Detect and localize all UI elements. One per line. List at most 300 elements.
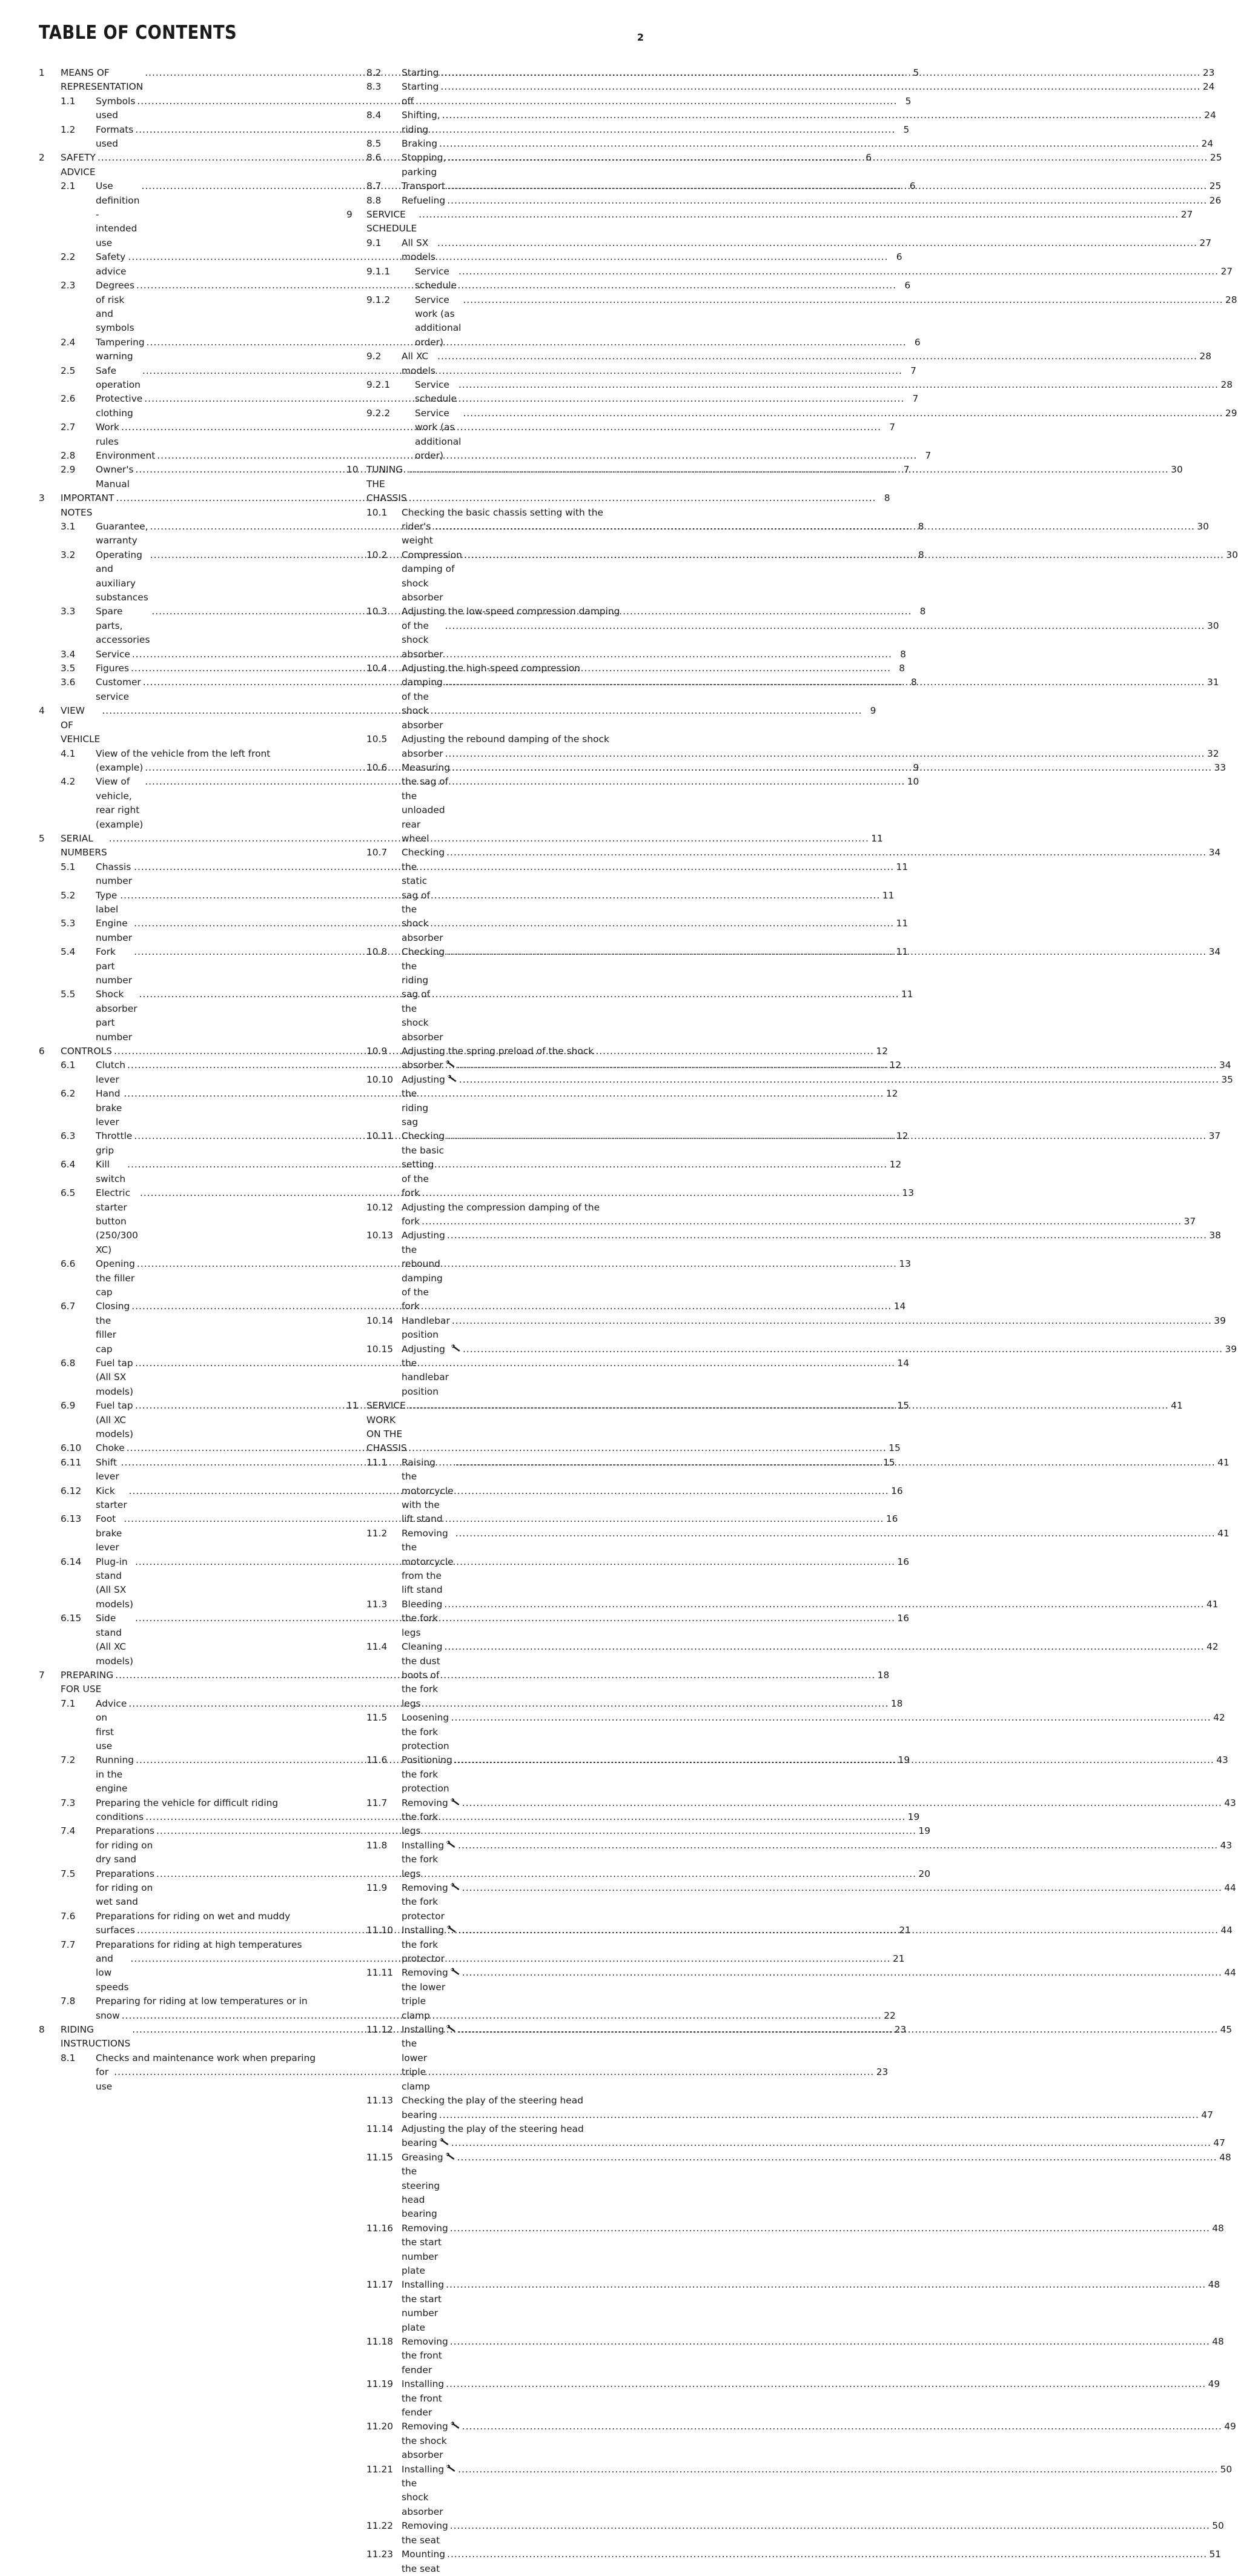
toc-entry-title: SERVICE SCHEDULE (366, 209, 417, 234)
toc-entry-page: 49 (1208, 2378, 1220, 2390)
toc-entry-title: RIDING INSTRUCTIONS (61, 2024, 131, 2050)
toc-entry[interactable] (346, 2335, 1224, 2377)
toc-entry-page: 39 (1214, 1315, 1226, 1326)
toc-entry-title: Spare parts, accessories (96, 606, 150, 646)
toc-entry-title: Adjusting the high-speed compression (402, 663, 581, 674)
toc-entry-title: Service work (as additional order) (415, 294, 462, 348)
toc-entry-page: 48 (1212, 2222, 1224, 2234)
toc-entry-number: 10.2 (366, 549, 388, 560)
toc-entry-page: 11 (896, 918, 909, 929)
toc-entry-title: TUNING THE CHASSIS (366, 464, 407, 504)
toc-entry[interactable] (346, 265, 1233, 293)
toc-entry-title: Opening the filler cap (96, 1258, 135, 1298)
dot-leader (447, 179, 1207, 193)
toc-entry-title: All SX models (402, 237, 435, 263)
toc-entry[interactable] (346, 732, 1219, 761)
toc-entry-page: 19 (907, 1811, 920, 1822)
toc-entry-number: 4.2 (61, 776, 76, 788)
toc-entry-number: 11.22 (366, 2520, 394, 2532)
dot-leader (454, 1753, 1214, 1767)
toc-entry-number: 2.2 (61, 251, 76, 263)
toc-entry-number: 3.4 (61, 648, 76, 660)
toc-entry-title: Chassis number (96, 861, 133, 887)
toc-entry-title: absorber (402, 748, 443, 759)
toc-entry-title: PREPARING FOR USE (61, 1669, 114, 1695)
toc-entry-title: Preparing for riding at low temperatures or in (96, 1996, 308, 2007)
toc-entry-number: 11.2 (366, 1527, 388, 1539)
toc-entry-page: 12 (896, 1130, 909, 1142)
toc-entry-title: Measuring the sag of the unloaded rear wheel (402, 762, 451, 844)
toc-entry-title: Removing the motorcycle from the lift stand (402, 1527, 454, 1596)
wrench-icon (446, 1925, 457, 1933)
toc-entry-number: 11.1 (366, 1456, 388, 1468)
toc-entry-title: Mounting the seat (402, 2549, 446, 2574)
toc-entry[interactable] (346, 1201, 1196, 1229)
toc-entry-number: 5 (39, 832, 45, 844)
toc-entry-page: 7 (903, 464, 910, 476)
toc-entry-page: 16 (891, 1485, 903, 1496)
toc-entry-title: and low speeds (96, 1953, 129, 1993)
dot-leader (447, 1229, 1207, 1243)
toc-entry[interactable] (39, 1668, 890, 1697)
toc-entry-number: 3.5 (61, 663, 76, 674)
wrench-icon (446, 2024, 456, 2033)
toc-entry-page: 9 (870, 705, 876, 717)
toc-entry-number: 10.10 (366, 1074, 394, 1085)
toc-entry-page: 6 (904, 280, 911, 291)
toc-entry-page: 34 (1219, 1060, 1231, 1071)
toc-entry-page: 5 (905, 95, 912, 107)
toc-entry-page: 32 (1207, 748, 1219, 759)
toc-entry-title: absorber (402, 1060, 443, 1071)
toc-entry-title: All XC models (402, 351, 435, 376)
toc-entry-page: 6 (914, 336, 921, 348)
toc-entry[interactable] (346, 463, 1183, 505)
toc-entry[interactable] (346, 605, 1219, 662)
toc-entry-number: 7.6 (61, 1910, 76, 1922)
toc-entry-title: Cleaning the dust boots of the fork legs (402, 1641, 443, 1709)
wrench-icon (445, 1060, 455, 1068)
toc-entry-title: Raising the motorcycle with the lift stand (402, 1456, 454, 1525)
toc-entry-number: 3.1 (61, 521, 76, 532)
toc-entry-page: 51 (1209, 2549, 1222, 2560)
dot-leader (457, 1058, 1217, 1072)
toc-entry-title: Closing the filler cap (96, 1301, 130, 1355)
toc-entry-number: 3.3 (61, 606, 76, 617)
toc-entry-page: 8 (899, 663, 905, 674)
toc-entry-page: 19 (898, 1754, 910, 1766)
toc-entry-number: 6.14 (61, 1556, 82, 1567)
toc-entry-title: Bleeding the fork legs (402, 1598, 443, 1638)
dot-leader (463, 407, 1223, 420)
toc-entry-title: (example) (96, 762, 144, 773)
toc-entry[interactable] (346, 2519, 1224, 2548)
toc-entry-title: Choke (96, 1442, 125, 1454)
toc-entry-number: 10.3 (366, 606, 388, 617)
toc-entry-title: Electric starter button (250/300 XC) (96, 1187, 138, 1255)
toc-entry-title: Service schedule (415, 379, 457, 405)
dot-leader (452, 1314, 1212, 1328)
toc-entry-title: Fork part number (96, 946, 133, 986)
toc-entry-title: SERVICE WORK ON THE CHASSIS (366, 1400, 407, 1454)
toc-entry-number: 11.9 (366, 1882, 388, 1893)
toc-entry[interactable] (39, 449, 932, 463)
dot-leader (459, 1073, 1219, 1087)
toc-entry-title: SAFETY ADVICE (61, 152, 96, 178)
dot-leader (445, 676, 1205, 689)
toc-entry-title: Installing the fork legs (402, 1839, 445, 1879)
toc-entry-title: Removing the shock absorber (402, 2421, 448, 2461)
toc-entry-page: 15 (897, 1400, 909, 1412)
wrench-icon (450, 1882, 460, 1891)
toc-entry-number: 11.23 (366, 2549, 394, 2560)
dot-leader (437, 350, 1197, 363)
toc-entry-number: 4 (39, 705, 45, 717)
dot-leader (462, 1881, 1222, 1895)
toc-entry-page: 43 (1216, 1754, 1228, 1766)
toc-entry-number: 3.6 (61, 677, 76, 688)
toc-entry-page: 16 (885, 1513, 898, 1525)
toc-entry[interactable] (39, 917, 909, 945)
toc-entry-page: 10 (907, 776, 919, 788)
toc-entry-page: 25 (1209, 181, 1222, 192)
toc-entry[interactable] (346, 548, 1238, 605)
toc-entry-page: 20 (918, 1868, 930, 1879)
toc-entry-title: Compression damping of shock absorber (402, 549, 462, 603)
toc-entry-title: Preparations for riding on wet sand (96, 1868, 154, 1908)
toc-entry-page: 29 (1225, 407, 1237, 419)
toc-entry-title: Removing the lower triple clamp (402, 1967, 448, 2021)
toc-entry-page: 28 (1220, 379, 1233, 390)
toc-entry-page: 5 (913, 67, 919, 78)
toc-entry[interactable] (39, 648, 906, 662)
toc-entry-title: Checking the play of the steering head (402, 2095, 583, 2106)
toc-entry-number: 11.8 (366, 1839, 388, 1851)
toc-entry-page: 41 (1171, 1400, 1183, 1412)
toc-entry[interactable] (346, 1314, 1226, 1343)
dot-leader (444, 1640, 1204, 1654)
toc-entry-number: 1.1 (61, 95, 76, 107)
toc-entry-page: 48 (1208, 2279, 1220, 2291)
toc-entry-number: 8 (39, 2024, 45, 2036)
toc-entry-page: 11 (901, 989, 913, 1000)
toc-entry-page: 47 (1201, 2109, 1213, 2120)
toc-entry[interactable] (346, 2278, 1220, 2335)
toc-entry-number: 9.2.1 (366, 379, 391, 390)
toc-entry[interactable] (346, 293, 1237, 350)
toc-entry-number: 2.8 (61, 450, 76, 461)
toc-entry-number: 8.6 (366, 152, 382, 164)
toc-entry-title: Degrees of risk and symbols (96, 280, 135, 334)
toc-entry-page: 8 (911, 677, 917, 688)
toc-entry-page: 43 (1220, 1839, 1233, 1851)
toc-entry-page: 11 (882, 889, 895, 901)
toc-entry-number: 7 (39, 1669, 45, 1681)
toc-entry-number: 6.13 (61, 1513, 82, 1525)
toc-entry-number: 11.15 (366, 2151, 394, 2163)
toc-entry[interactable] (39, 860, 909, 889)
toc-entry-number: 5.4 (61, 946, 76, 958)
toc-entry-title: Side stand (All XC models) (96, 1613, 133, 1667)
toc-entry-title: Advice on first use (96, 1698, 127, 1751)
toc-entry-title: Installing the shock absorber (402, 2463, 445, 2517)
toc-entry-number: 11.18 (366, 2336, 394, 2347)
toc-entry[interactable] (346, 350, 1211, 378)
dot-leader (437, 236, 1197, 250)
wrench-icon (446, 2464, 456, 2472)
toc-entry[interactable] (39, 1484, 903, 1513)
toc-entry-number: 2.6 (61, 393, 76, 405)
toc-entry-title: Fuel tap (All XC models) (96, 1400, 133, 1439)
toc-entry-number: 11.4 (366, 1641, 388, 1653)
toc-entry-number: 4.1 (61, 748, 76, 759)
toc-entry-number: 10.12 (366, 1201, 394, 1213)
toc-entry-number: 10.7 (366, 847, 388, 858)
toc-entry-number: 2.4 (61, 336, 76, 348)
toc-entry-title: IMPORTANT NOTES (61, 493, 114, 518)
toc-entry-title: Handlebar position (402, 1315, 450, 1341)
toc-entry-page: 12 (876, 1046, 888, 1057)
toc-entry-page: 45 (1220, 2024, 1233, 2036)
toc-entry-page: 14 (897, 1357, 910, 1369)
toc-entry-page: 18 (877, 1669, 890, 1681)
toc-entry-title: Formats used (96, 124, 134, 150)
toc-entry[interactable] (346, 194, 1222, 208)
dot-leader (451, 1711, 1211, 1725)
toc-entry-page: 48 (1212, 2336, 1224, 2347)
dot-leader (445, 619, 1205, 633)
toc-entry-title: Installing the fork protector (402, 1925, 445, 1965)
toc-entry-number: 10 (346, 464, 359, 476)
toc-entry[interactable] (346, 208, 1193, 236)
toc-entry-number: 6.15 (61, 1613, 82, 1624)
toc-entry-page: 24 (1204, 110, 1216, 121)
toc-entry-number: 10.5 (366, 734, 388, 745)
toc-entry-title: Removing the fork legs (402, 1797, 448, 1837)
toc-entry-title: rider's weight (402, 521, 433, 546)
toc-entry-page: 37 (1183, 1215, 1196, 1227)
toc-entry[interactable] (39, 1158, 902, 1186)
toc-entry-number: 8.7 (366, 181, 382, 192)
toc-entry-page: 8 (884, 493, 890, 504)
toc-entry[interactable] (346, 2222, 1224, 2279)
toc-entry-number: 11.21 (366, 2463, 394, 2475)
dot-leader (462, 2420, 1222, 2434)
wrench-icon (445, 2152, 455, 2160)
toc-entry-page: 49 (1224, 2421, 1236, 2432)
dot-leader (463, 1343, 1223, 1356)
toc-entry[interactable] (346, 2122, 1225, 2151)
toc-entry-page: 35 (1221, 1074, 1233, 1085)
toc-right-column (346, 66, 1238, 2576)
toc-entry-page: 19 (918, 1825, 930, 1837)
toc-entry-page: 34 (1208, 847, 1221, 858)
toc-entry-title: Safety advice (96, 251, 127, 277)
toc-entry-number: 9.1.2 (366, 294, 391, 305)
toc-entry-title: Owner's Manual (96, 464, 134, 490)
toc-entry-page: 39 (1225, 1343, 1237, 1355)
toc-entry-number: 10.4 (366, 663, 388, 674)
toc-entry-page: 44 (1224, 1882, 1236, 1893)
toc-entry-number: 10.13 (366, 1230, 394, 1241)
toc-entry-title: Starting off (402, 81, 439, 107)
toc-entry-number: 5.1 (61, 861, 76, 872)
toc-entry[interactable] (346, 108, 1216, 137)
toc-entry-title: Operating and auxiliary substances (96, 549, 148, 603)
toc-entry-page: 7 (912, 393, 919, 405)
toc-entry-number: 8.4 (366, 110, 382, 121)
toc-entry-number: 10.9 (366, 1046, 388, 1057)
toc-entry-page: 41 (1217, 1456, 1230, 1468)
toc-entry-title: damping of the shock absorber (402, 677, 443, 731)
toc-entry-title: Figures (96, 663, 130, 674)
toc-entry-number: 1.2 (61, 124, 76, 135)
toc-entry-page: 30 (1226, 549, 1238, 560)
toc-entry-page: 14 (893, 1301, 906, 1312)
toc-entry-title: Preparing the vehicle for difficult riding (96, 1797, 279, 1808)
wrench-icon (450, 1798, 460, 1806)
toc-entry-number: 11 (346, 1400, 359, 1412)
toc-entry[interactable] (346, 2463, 1233, 2520)
toc-entry-title: Symbols used (96, 95, 136, 121)
toc-entry[interactable] (346, 378, 1233, 407)
dot-leader (447, 194, 1207, 208)
toc-entry-number: 7.8 (61, 1996, 76, 2007)
toc-entry-title: Adjusting the low-speed compression damping (402, 606, 620, 617)
toc-entry-page: 44 (1220, 1925, 1233, 1936)
toc-entry-title: Preparations for riding on dry sand (96, 1825, 154, 1865)
toc-entry-page: 41 (1217, 1527, 1230, 1539)
toc-entry-page: 11 (896, 861, 909, 872)
toc-entry-number: 9.1 (366, 237, 382, 248)
toc-entry-title: Refueling (402, 194, 446, 206)
toc-entry-title: Starting (402, 67, 439, 78)
toc-entry-title: Checking the static sag of the shock absorber (402, 847, 445, 943)
toc-entry-title: Stopping, parking (402, 152, 446, 178)
toc-entry-number: 6.7 (61, 1301, 76, 1312)
toc-entry[interactable] (346, 151, 1222, 179)
toc-entry-title: Tampering warning (96, 336, 145, 362)
toc-entry-title: Engine number (96, 918, 133, 943)
dot-leader (442, 108, 1202, 122)
toc-entry-number: 2.1 (61, 181, 76, 192)
toc-entry[interactable] (346, 2548, 1222, 2576)
toc-entry[interactable] (346, 66, 1215, 80)
toc-entry[interactable] (346, 137, 1214, 151)
toc-entry[interactable] (39, 889, 895, 917)
toc-entry-number: 6.2 (61, 1088, 76, 1100)
toc-entry-title: VIEW OF VEHICLE (61, 705, 101, 745)
toc-entry-title: Braking (402, 138, 438, 150)
dot-leader (464, 548, 1224, 562)
toc-entry-title: Adjusting the rebound damping of the shock (402, 734, 609, 745)
toc-entry-number: 2 (39, 152, 45, 164)
toc-entry-page: 15 (889, 1442, 901, 1454)
toc-entry-title: Type label (96, 889, 119, 915)
wrench-icon (446, 1840, 456, 1848)
dot-leader (448, 151, 1208, 165)
dot-leader (458, 1924, 1219, 1937)
toc-entry-title: MEANS OF REPRESENTATION (61, 67, 144, 93)
toc-entry-title: View of the vehicle from the left front (96, 748, 271, 759)
toc-entry-number: 5.5 (61, 989, 76, 1000)
toc-entry-number: 7.4 (61, 1825, 76, 1837)
toc-entry[interactable] (346, 662, 1219, 732)
toc-entry-number: 10.8 (366, 946, 388, 958)
toc-entry[interactable] (346, 2420, 1236, 2462)
toc-entry-page: 6 (909, 181, 916, 192)
page-title: TABLE OF CONTENTS (39, 22, 237, 44)
toc-entry-page: 7 (910, 365, 916, 376)
toc-entry-page: 27 (1199, 237, 1211, 248)
toc-entry-number: 11.11 (366, 1967, 394, 1979)
dot-leader (409, 1399, 1169, 1413)
toc-entry-number: 6.12 (61, 1485, 82, 1496)
toc-entry-title: Greasing the steering head bearing (402, 2151, 443, 2220)
dot-leader (440, 80, 1200, 94)
toc-entry-number: 11.5 (366, 1712, 388, 1724)
toc-entry-page: 11 (871, 832, 883, 844)
page-number: 2 (637, 32, 644, 43)
dot-leader (451, 2136, 1211, 2150)
dot-leader (458, 378, 1219, 392)
toc-entry[interactable] (346, 1881, 1236, 1924)
toc-entry-number: 9.2 (366, 351, 382, 362)
toc-entry-page: 27 (1220, 265, 1233, 277)
toc-entry[interactable] (346, 2094, 1213, 2122)
dot-leader (450, 2335, 1210, 2349)
toc-entry-title: Adjusting the spring preload of the shock (402, 1046, 594, 1057)
toc-entry-number: 7.2 (61, 1754, 76, 1766)
toc-entry-page: 47 (1213, 2137, 1225, 2149)
toc-entry[interactable] (346, 506, 1209, 548)
toc-entry-title: Installing the start number plate (402, 2279, 445, 2333)
toc-entry-page: 24 (1201, 138, 1214, 150)
wrench-icon (450, 1967, 460, 1976)
toc-entry-page: 48 (1219, 2151, 1231, 2163)
toc-entry-number: 6.9 (61, 1400, 76, 1412)
toc-entry[interactable] (346, 407, 1237, 463)
dot-leader (463, 293, 1223, 307)
toc-entry-title: Checking the basic setting of the fork (402, 1130, 445, 1199)
toc-entry-page: 12 (889, 1060, 902, 1071)
toc-entry-number: 10.14 (366, 1315, 394, 1326)
toc-entry-number: 9 (346, 209, 353, 221)
toc-entry-title: View of vehicle, rear right (example) (96, 776, 144, 830)
toc-entry[interactable] (346, 1711, 1225, 1753)
toc-entry-page: 31 (1207, 677, 1219, 688)
toc-entry[interactable] (39, 1441, 901, 1455)
toc-entry[interactable] (346, 2377, 1220, 2420)
toc-entry-title: Customer service (96, 677, 141, 702)
toc-entry-page: 7 (925, 450, 932, 461)
toc-entry-page: 28 (1199, 351, 1211, 362)
toc-entry[interactable] (346, 80, 1215, 108)
toc-entry-number: 2.7 (61, 422, 76, 433)
toc-entry[interactable] (346, 236, 1211, 265)
toc-entry-title: Safe operation (96, 365, 141, 390)
dot-leader (446, 2278, 1206, 2292)
toc-entry-page: 16 (897, 1556, 910, 1567)
dot-leader (457, 2151, 1217, 2165)
toc-entry[interactable] (346, 179, 1222, 193)
toc-entry-title: Use definition - intended use (96, 181, 140, 248)
toc-entry-page: 21 (892, 1953, 905, 1965)
toc-entry-page: 38 (1209, 1230, 1221, 1241)
dot-leader (458, 2023, 1218, 2037)
dot-leader (458, 2463, 1218, 2477)
toc-entry[interactable] (346, 2151, 1231, 2222)
